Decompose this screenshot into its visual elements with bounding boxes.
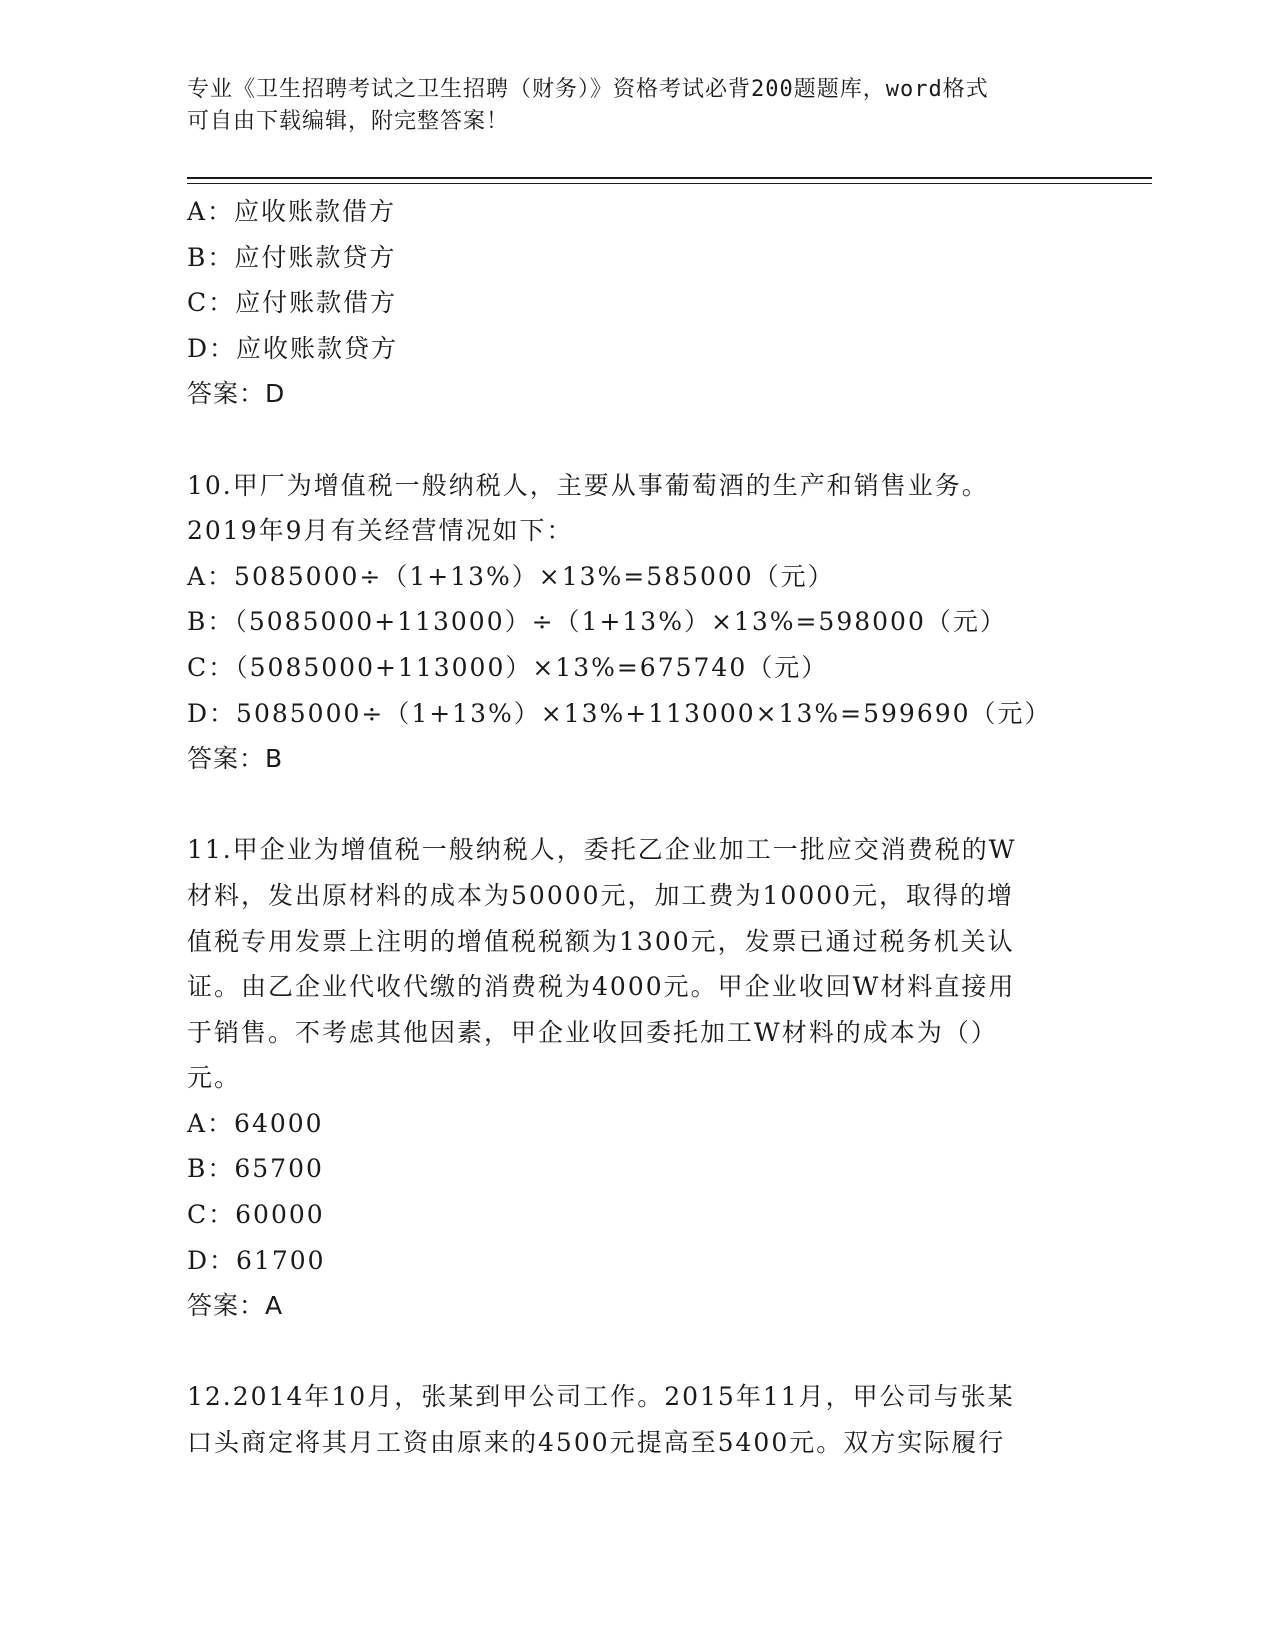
- document-body: [187, 189, 1067, 1466]
- option-d: D：应收账款贷方: [187, 333, 399, 363]
- question-stem-line: 12.2014年10月，张某到甲公司工作。2015年11月，甲公司与张某: [187, 1382, 1015, 1412]
- question-stem-line: 2019年9月有关经营情况如下：: [187, 516, 574, 546]
- question-stem-line: 元。: [187, 1063, 242, 1093]
- spacer: [187, 782, 1067, 828]
- option-d: D：5085000÷（1+13%）×13%+113000×13%=599690（元）: [187, 698, 1052, 728]
- question-9-block: [187, 189, 1067, 417]
- question-12-block: [187, 1374, 1067, 1465]
- option-a: A：5085000÷（1+13%）×13%=585000（元）: [187, 561, 835, 591]
- question-stem-line: 值税专用发票上注明的增值税税额为1300元，发票已通过税务机关认: [187, 926, 1015, 956]
- document-header: [187, 74, 1067, 138]
- option-c: C：（5085000+113000）×13%=675740（元）: [187, 652, 829, 682]
- question-11-block: [187, 827, 1067, 1329]
- option-b: B：（5085000+113000）÷（1+13%）×13%=598000（元）: [187, 607, 1007, 637]
- header-title-line-1: 专业《卫生招聘考试之卫生招聘（财务）》资格考试必背200题题库，word格式: [187, 77, 989, 102]
- option-d: D：61700: [187, 1245, 326, 1275]
- question-10-block: [187, 463, 1067, 782]
- header-title-line-2: 可自由下载编辑，附完整答案！: [187, 109, 510, 134]
- spacer: [187, 1329, 1067, 1375]
- header-rule-thin: [187, 183, 1152, 184]
- question-stem-line: 于销售。不考虑其他因素，甲企业收回委托加工W材料的成本为（）: [187, 1017, 998, 1047]
- header-rule-thick: [187, 177, 1152, 179]
- option-a: A：应收账款借方: [187, 197, 397, 226]
- question-stem-line: 10.甲厂为增值税一般纳税人，主要从事葡萄酒的生产和销售业务。: [187, 470, 989, 500]
- question-stem-line: 材料，发出原材料的成本为50000元，加工费为10000元，取得的增: [187, 880, 1015, 910]
- option-b: B：65700: [187, 1154, 324, 1184]
- option-b: B：应付账款贷方: [187, 242, 397, 272]
- spacer: [187, 417, 1067, 463]
- question-stem-line: 证。由乙企业代收代缴的消费税为4000元。甲企业收回W材料直接用: [187, 972, 1016, 1002]
- answer: 答案：D: [187, 379, 286, 409]
- option-c: C：应付账款借方: [187, 288, 398, 318]
- answer: 答案：B: [187, 744, 284, 774]
- answer: 答案：A: [187, 1291, 284, 1321]
- option-c: C：60000: [187, 1200, 325, 1230]
- question-stem-line: 口头商定将其月工资由原来的4500元提高至5400元。双方实际履行: [187, 1428, 1006, 1458]
- option-a: A：64000: [187, 1108, 324, 1138]
- question-stem-line: 11.甲企业为增值税一般纳税人，委托乙企业加工一批应交消费税的W: [187, 835, 1017, 865]
